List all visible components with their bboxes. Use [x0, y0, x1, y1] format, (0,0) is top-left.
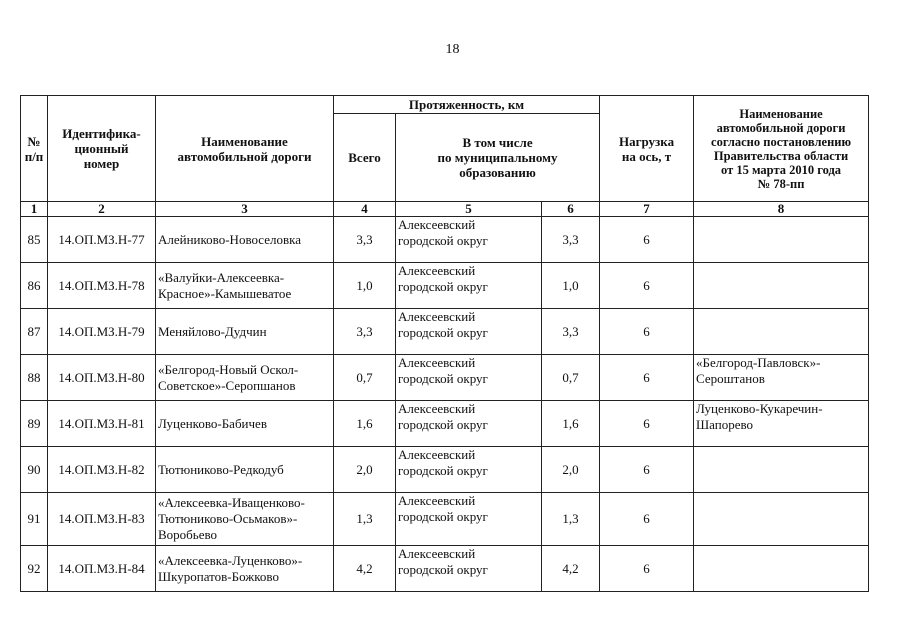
column-number: 3 [156, 202, 334, 217]
cell-axle-load: 6 [600, 401, 694, 447]
column-number: 7 [600, 202, 694, 217]
table-row [21, 263, 869, 309]
cell-road-name: «Алексеевка-Луценково»- Шкуропатов-Божково [156, 546, 334, 592]
cell-road-name: «Белгород-Новый Оскол- Советское»-Серопшанов [156, 355, 334, 401]
table-row [21, 546, 869, 592]
header-decree-name: Наименование автомобильной дороги согласно постановлению Правительства области от 15 марта 2010 года № 78-пп [694, 96, 869, 202]
cell-municipality: Алексеевский городской округ [396, 309, 542, 355]
cell-total-length: 1,0 [334, 263, 396, 309]
table-header [21, 96, 869, 217]
cell-municipality: Алексеевский городской округ [396, 546, 542, 592]
page-number: 18 [445, 42, 460, 57]
cell-total-length: 2,0 [334, 447, 396, 493]
header-num: № п/п [21, 96, 48, 202]
cell-num: 92 [21, 546, 48, 592]
cell-id: 14.ОП.МЗ.Н-80 [48, 355, 156, 401]
table-row [21, 401, 869, 447]
cell-id: 14.ОП.МЗ.Н-78 [48, 263, 156, 309]
table-body [21, 217, 869, 592]
cell-municipal-length: 1,0 [542, 263, 600, 309]
cell-id: 14.ОП.МЗ.Н-79 [48, 309, 156, 355]
table-row [21, 309, 869, 355]
cell-decree-name [694, 217, 869, 263]
cell-axle-load: 6 [600, 309, 694, 355]
cell-road-name: Алейниково-Новоселовка [156, 217, 334, 263]
column-number: 2 [48, 202, 156, 217]
cell-total-length: 1,3 [334, 493, 396, 546]
table-row [21, 447, 869, 493]
cell-municipality: Алексеевский городской округ [396, 447, 542, 493]
column-number: 1 [21, 202, 48, 217]
cell-id: 14.ОП.МЗ.Н-81 [48, 401, 156, 447]
cell-axle-load: 6 [600, 263, 694, 309]
cell-total-length: 4,2 [334, 546, 396, 592]
cell-decree-name [694, 546, 869, 592]
cell-id: 14.ОП.МЗ.Н-83 [48, 493, 156, 546]
cell-decree-name: Луценково-Кукаречин- Шапорево [694, 401, 869, 447]
cell-municipality: Алексеевский городской округ [396, 493, 542, 546]
cell-municipal-length: 1,6 [542, 401, 600, 447]
cell-decree-name [694, 493, 869, 546]
header-length-group: Протяженность, км [334, 96, 600, 114]
cell-municipality: Алексеевский городской округ [396, 263, 542, 309]
cell-num: 91 [21, 493, 48, 546]
cell-municipal-length: 2,0 [542, 447, 600, 493]
header-axle-load: Нагрузка на ось, т [600, 96, 694, 202]
column-number-row [21, 202, 869, 217]
cell-num: 88 [21, 355, 48, 401]
cell-municipality: Алексеевский городской округ [396, 355, 542, 401]
cell-road-name: Меняйлово-Дудчин [156, 309, 334, 355]
cell-num: 87 [21, 309, 48, 355]
cell-total-length: 1,6 [334, 401, 396, 447]
cell-num: 85 [21, 217, 48, 263]
cell-id: 14.ОП.МЗ.Н-84 [48, 546, 156, 592]
header-id: Идентифика- ционный номер [48, 96, 156, 202]
header-road-name: Наименование автомобильной дороги [156, 96, 334, 202]
cell-decree-name [694, 447, 869, 493]
cell-total-length: 3,3 [334, 217, 396, 263]
cell-num: 86 [21, 263, 48, 309]
cell-axle-load: 6 [600, 546, 694, 592]
cell-municipal-length: 3,3 [542, 309, 600, 355]
cell-municipal-length: 4,2 [542, 546, 600, 592]
cell-road-name: Тютюниково-Редкодуб [156, 447, 334, 493]
roads-table [20, 95, 869, 592]
cell-municipality: Алексеевский городской округ [396, 401, 542, 447]
column-number: 5 [396, 202, 542, 217]
cell-municipal-length: 1,3 [542, 493, 600, 546]
cell-axle-load: 6 [600, 493, 694, 546]
cell-decree-name: «Белгород-Павловск»- Сероштанов [694, 355, 869, 401]
cell-axle-load: 6 [600, 447, 694, 493]
table-row [21, 217, 869, 263]
table-row [21, 493, 869, 546]
column-number: 6 [542, 202, 600, 217]
column-number: 4 [334, 202, 396, 217]
cell-municipality: Алексеевский городской округ [396, 217, 542, 263]
table-row [21, 355, 869, 401]
header-municipal: В том числе по муниципальному образованию [396, 114, 600, 202]
cell-municipal-length: 0,7 [542, 355, 600, 401]
cell-road-name: Луценково-Бабичев [156, 401, 334, 447]
cell-municipal-length: 3,3 [542, 217, 600, 263]
cell-num: 90 [21, 447, 48, 493]
cell-total-length: 0,7 [334, 355, 396, 401]
cell-road-name: «Валуйки-Алексеевка- Красное»-Камышеватое [156, 263, 334, 309]
cell-total-length: 3,3 [334, 309, 396, 355]
cell-decree-name [694, 263, 869, 309]
header-total: Всего [334, 114, 396, 202]
cell-num: 89 [21, 401, 48, 447]
cell-id: 14.ОП.МЗ.Н-82 [48, 447, 156, 493]
cell-axle-load: 6 [600, 355, 694, 401]
cell-axle-load: 6 [600, 217, 694, 263]
cell-decree-name [694, 309, 869, 355]
cell-road-name: «Алексеевка-Иващенково- Тютюниково-Осьмаков»- Воробьево [156, 493, 334, 546]
column-number: 8 [694, 202, 869, 217]
cell-id: 14.ОП.МЗ.Н-77 [48, 217, 156, 263]
